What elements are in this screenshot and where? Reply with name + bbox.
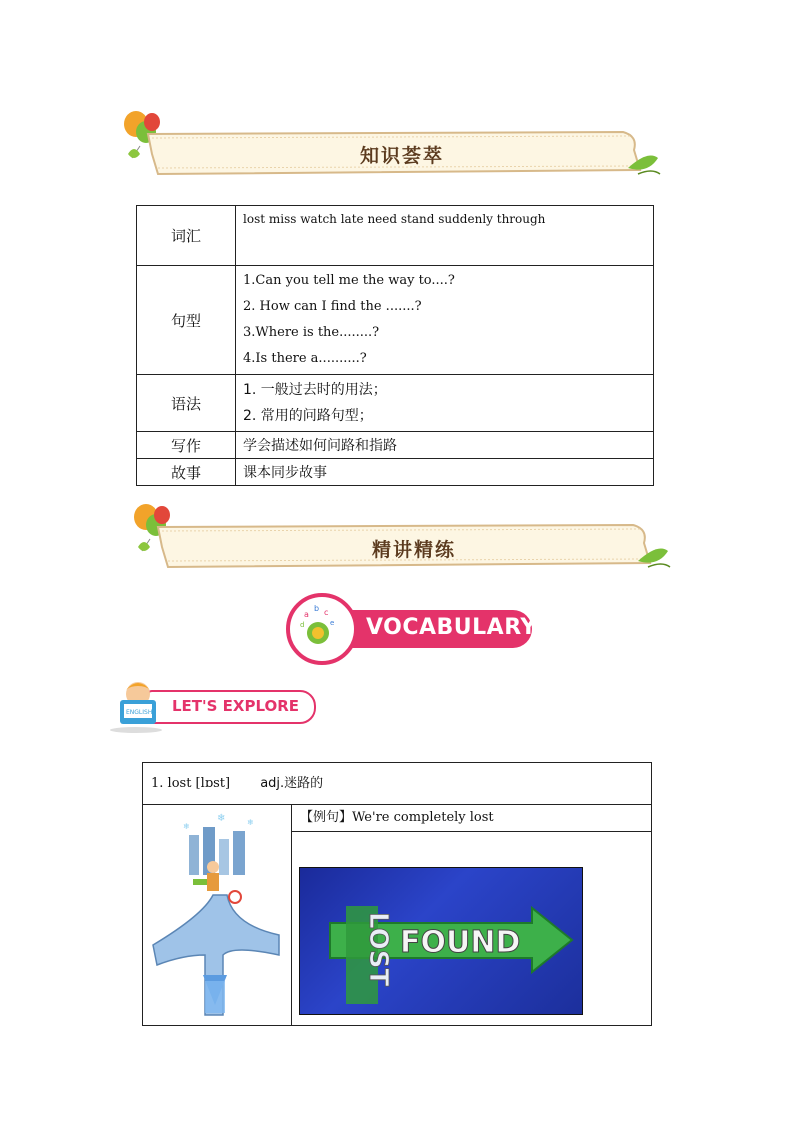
vocabulary-badge [286, 593, 536, 663]
explore-label: LET'S EXPLORE [172, 697, 300, 715]
svg-text:❄: ❄ [183, 822, 190, 831]
sentence-pattern: 3.Where is the........? [243, 325, 380, 340]
story-item: 课本同步故事 [236, 459, 654, 486]
table-row [137, 206, 654, 266]
headword: 1. lost [lɒst] [151, 776, 231, 791]
row-category: 词汇 [137, 206, 236, 266]
row-category: 故事 [137, 459, 236, 486]
svg-text:b: b [314, 604, 320, 613]
svg-text:❄: ❄ [247, 818, 254, 827]
example-sentence: 【例句】We're completely lost [292, 805, 651, 832]
table-row [137, 375, 654, 432]
word-entry-header [143, 763, 651, 805]
row-category: 语法 [137, 375, 236, 432]
section-title-knowledge: 知识荟萃 [360, 145, 445, 167]
lost-word: LOST [363, 912, 393, 987]
table-row [137, 266, 654, 375]
lost-found-image [299, 867, 583, 1015]
found-word: FOUND [400, 925, 521, 960]
summary-table [136, 205, 654, 486]
part-of-speech-meaning: adj.迷路的 [260, 776, 324, 791]
abc-globe-icon [286, 593, 358, 665]
sentence-pattern: 2. How can I find the .......? [243, 299, 422, 314]
svg-text:a: a [304, 610, 309, 619]
section-banner-practice [128, 503, 678, 577]
explore-badge [106, 678, 316, 734]
sentence-pattern: 1.Can you tell me the way to....? [243, 273, 455, 288]
writing-goal: 学会描述如何问路和指路 [236, 432, 654, 459]
svg-text:❄: ❄ [217, 813, 226, 824]
reading-boy-icon [106, 678, 166, 734]
svg-text:c: c [324, 608, 329, 617]
svg-text:ENGLISH: ENGLISH [126, 709, 153, 716]
table-row [137, 459, 654, 486]
word-entry-card [142, 762, 652, 1026]
grammar-point: 2. 常用的问路句型； [243, 408, 373, 424]
lost-illustration [143, 805, 292, 1025]
svg-text:e: e [330, 619, 335, 627]
grammar-point: 1. 一般过去时的用法； [243, 382, 387, 398]
section-banner-knowledge [118, 110, 668, 184]
row-category: 写作 [137, 432, 236, 459]
svg-text:d: d [300, 621, 305, 629]
row-category: 句型 [137, 266, 236, 375]
sentence-pattern: 4.Is there a..........? [243, 351, 367, 366]
section-title-practice: 精讲精练 [372, 539, 457, 561]
vocabulary-label: VOCABULARY [366, 615, 537, 640]
vocab-list: lost miss watch late need stand suddenly through [243, 212, 546, 226]
table-row [137, 432, 654, 459]
